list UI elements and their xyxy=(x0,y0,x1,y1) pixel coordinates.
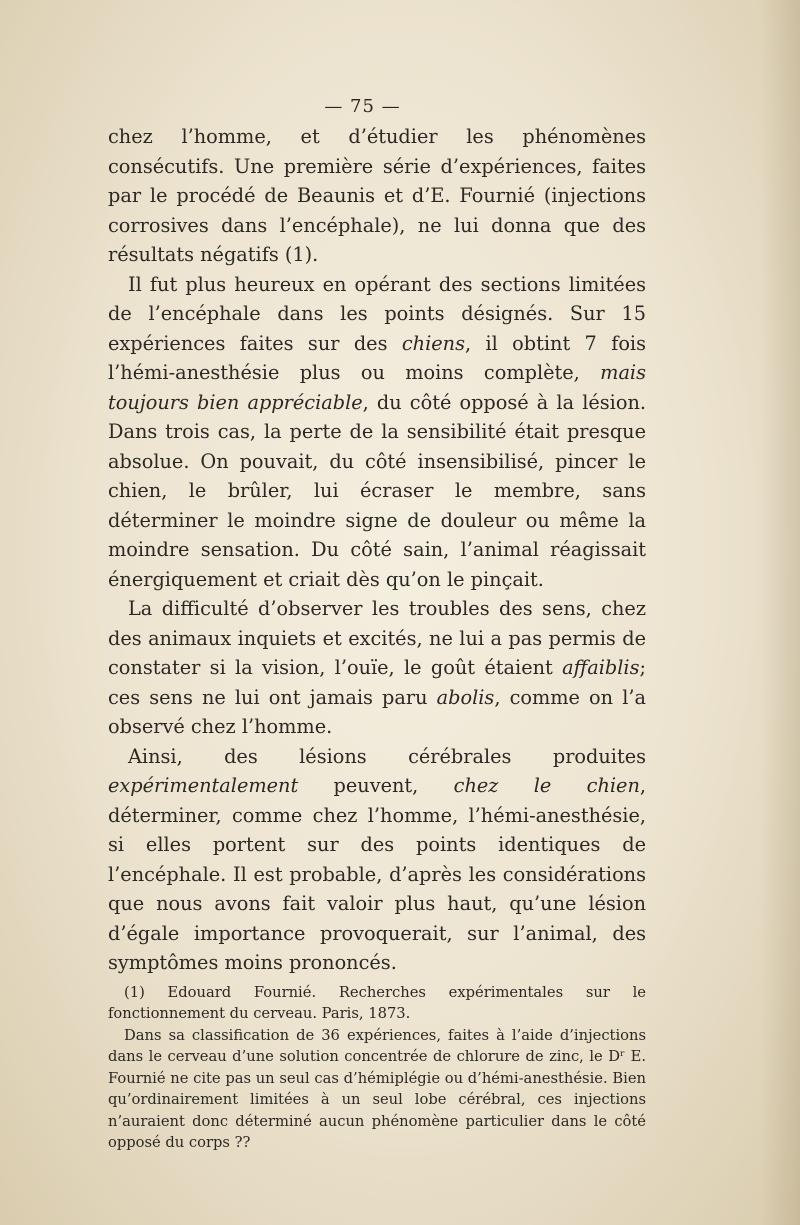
text-segment: Il fut plus heureux en opérant des sections limitées de l’encéphale dans les points désignés. Sur 15 expériences faites sur des xyxy=(108,272,646,355)
paragraph-1 xyxy=(108,122,646,270)
text-segment: , déterminer, comme chez l’homme, l’hémi-anesthésie, si elles portent sur des points identiques de l’encéphale. Il est probable, d’après les considérations que nous avons fait valoir plus haut, qu’une lésion d’égale importance provoquerait, sur l’animal, des symptômes moins prononcés. xyxy=(108,774,646,974)
italic-text-segment: chiens xyxy=(401,331,465,355)
italic-text-segment: affaiblis xyxy=(562,656,640,679)
paragraph-4 xyxy=(108,742,646,978)
paragraph-2 xyxy=(108,270,646,595)
text-segment: peuvent, xyxy=(298,774,454,797)
footnotes xyxy=(108,982,646,1154)
paragraph-3 xyxy=(108,594,646,742)
text-segment: , il obtint 7 fois l’hémi-anesthésie plus ou moins complète, xyxy=(108,331,646,384)
italic-text-segment: abolis xyxy=(436,685,495,709)
footnote-2: Dans sa classification de 36 expériences, faites à l’aide d’injections dans le cerveau d’une solution concentrée de chlorure de zinc, le Dʳ E. Fournié ne cite pas un seul cas d’hémiplégie ou d’hémi-anesthésie. Bien qu’ordinairement limitées à un seul lobe cérébral, ces injections n’auraient donc déterminé aucun phénomène particulier dans le côté opposé du corps ?? xyxy=(108,1026,646,1151)
text-segment: , comme on l’a observé chez l’homme. xyxy=(108,685,646,738)
text-segment: La difficulté d’observer les troubles des sens, chez des animaux inquiets et excités, ne lui a pas permis de constater si la vision, l’ouïe, le goût étaient xyxy=(108,597,646,679)
text-segment: , du côté opposé à la lésion. Dans trois cas, la perte de la sensibilité était presque absolue. On pouvait, du côté insensibilisé, pincer le chien, le brûler, lui écraser le membre, sans déterminer le moindre signe de douleur ou même la moindre sensation. Du côté sain, l’animal réagissait énergiquement et criait dès qu’on le pinçait. xyxy=(108,390,646,591)
text-segment: ; ces sens ne lui ont jamais paru xyxy=(108,656,646,709)
italic-text-segment: chez le chien xyxy=(453,774,640,797)
italic-text-segment: expérimentalement xyxy=(108,774,299,797)
footnote-1: (1) Edouard Fournié. Recherches expérimentales sur le fonctionnement du cerveau. Paris, 1873. xyxy=(108,983,646,1022)
main-text xyxy=(108,122,646,1154)
text-segment: chez l’homme, et d’étudier les phénomènes consécutifs. Une première série d’expériences, faites par le procédé de Beaunis et d’E. Fournié (injections corrosives dans l’encéphale), ne lui donna que des résultats négatifs (1). xyxy=(108,125,646,266)
italic-text-segment: mais toujours bien appréciable xyxy=(108,361,646,414)
page-number: — 75 — xyxy=(324,96,401,117)
text-segment: Ainsi, des lésions cérébrales produites xyxy=(128,744,646,768)
page-edge-shadow xyxy=(760,0,800,1225)
